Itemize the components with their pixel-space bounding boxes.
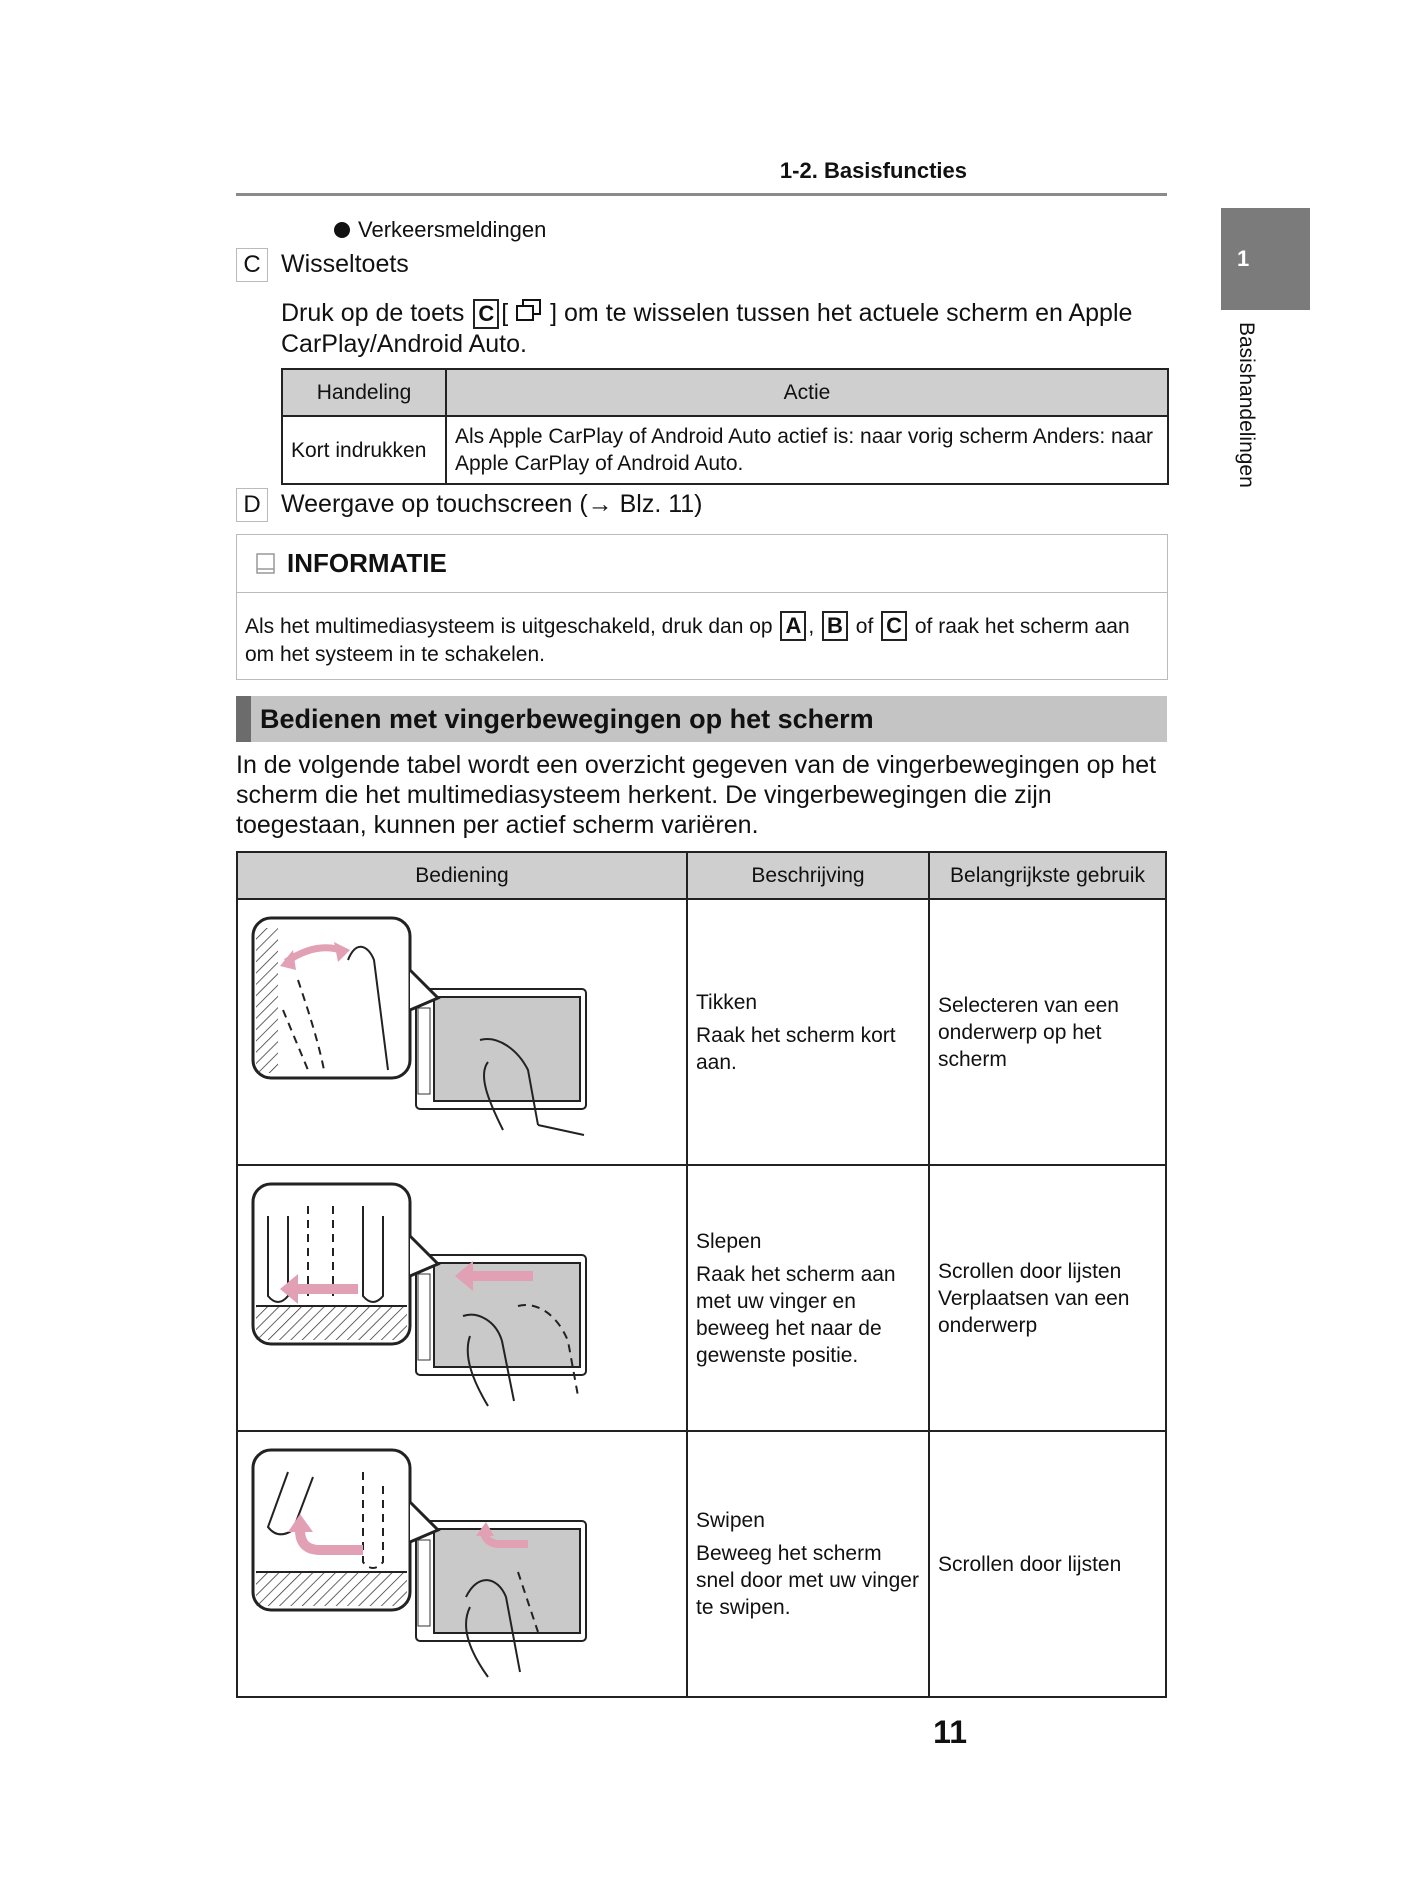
gesture-description: Beweeg het scherm snel door met uw vinger te swipen. <box>696 1542 919 1619</box>
item-letter-d: D <box>236 488 268 522</box>
col-beschrijving: Beschrijving <box>687 852 929 899</box>
col-gebruik: Belangrijkste gebruik <box>929 852 1166 899</box>
chapter-label: Basishandelingen <box>1235 322 1258 488</box>
section-header <box>236 696 1167 742</box>
item-c-desc-before: Druk op de toets <box>281 299 465 327</box>
swipe-gesture-illustration <box>238 1432 684 1689</box>
usage-cell: Scrollen door lijsten <box>929 1431 1166 1697</box>
cell-actie: Als Apple CarPlay of Android Auto actief is: naar vorig scherm Anders: naar Apple CarPlay of Android Auto. <box>446 416 1168 484</box>
info-title: INFORMATIE <box>287 548 447 578</box>
key-b-label: B <box>822 611 848 641</box>
description-cell <box>687 1165 929 1431</box>
item-d-text: Weergave op touchscreen (→ Blz. 11) <box>281 490 703 518</box>
bullet-text: Verkeersmeldingen <box>358 217 547 242</box>
description-cell <box>687 899 929 1165</box>
table-header-row <box>237 852 1166 899</box>
item-c-desc-after: ] om te wisselen tussen het actuele scherm en Apple CarPlay/Android Auto. <box>281 299 1133 358</box>
key-c-label: C <box>473 299 499 329</box>
bullet-icon <box>334 222 350 238</box>
switch-screen-icon <box>515 298 543 324</box>
drag-illustration-cell <box>237 1165 687 1431</box>
book-icon <box>255 552 277 576</box>
header-rule <box>236 193 1167 196</box>
tap-illustration-cell <box>237 899 687 1165</box>
tap-gesture-illustration <box>238 900 684 1157</box>
usage-cell: Selecteren van een onderwerp op het scherm <box>929 899 1166 1165</box>
cell-handeling: Kort indrukken <box>282 416 446 484</box>
info-part1: Als het multimediasysteem is uitgeschakeld, druk dan op <box>245 615 773 638</box>
key-a-label: A <box>780 611 806 641</box>
section-intro: In de volgende tabel wordt een overzicht gegeven van de vingerbewegingen op het scherm die het multimediasysteem herkent. De vingerbewegingen die zijn toegestaan, kunnen per actief scherm variëren. <box>236 751 1157 839</box>
info-comma: , <box>808 615 815 638</box>
table-row <box>237 1165 1166 1431</box>
table-row <box>237 1431 1166 1697</box>
key-c-label-info: C <box>881 611 907 641</box>
col-actie: Actie <box>446 369 1168 416</box>
gesture-name: Slepen <box>696 1229 762 1253</box>
table-header-row <box>282 369 1168 416</box>
col-bediening: Bediening <box>237 852 687 899</box>
info-box <box>236 534 1168 680</box>
table-switch-button <box>281 368 1169 485</box>
info-of: of <box>855 615 874 638</box>
gesture-description: Raak het scherm aan met uw vinger en beweeg het naar de gewenste positie. <box>696 1262 896 1367</box>
section-title-text: Bedienen met vingerbewegingen op het scherm <box>260 704 874 734</box>
gesture-name: Swipen <box>696 1509 765 1532</box>
bullet-item <box>334 217 546 243</box>
usage-cell: Scrollen door lijsten Verplaatsen van een onderwerp <box>929 1165 1166 1431</box>
gesture-description: Raak het scherm kort aan. <box>696 1023 896 1074</box>
bracket-open: [ <box>501 299 509 327</box>
chapter-tab <box>1221 208 1310 310</box>
table-row <box>237 899 1166 1165</box>
item-letter-c: C <box>236 248 268 282</box>
col-handeling: Handeling <box>282 369 446 416</box>
section-title: 1-2. Basisfuncties <box>779 158 967 183</box>
table-row <box>282 416 1168 484</box>
gesture-name: Tikken <box>696 990 758 1014</box>
chapter-number: 1 <box>1237 246 1250 271</box>
info-part2: of raak het scherm aan om het systeem in te schakelen. <box>245 615 1130 666</box>
section-bar <box>236 696 251 742</box>
info-header <box>237 535 1167 593</box>
info-body <box>237 593 1167 668</box>
gesture-table <box>236 851 1167 1698</box>
drag-gesture-illustration <box>238 1166 684 1423</box>
item-c-title: Wisseltoets <box>281 250 409 278</box>
swipe-illustration-cell <box>237 1431 687 1697</box>
description-cell <box>687 1431 929 1697</box>
item-c-description <box>281 298 1171 359</box>
page-number: 11 <box>933 1714 967 1750</box>
